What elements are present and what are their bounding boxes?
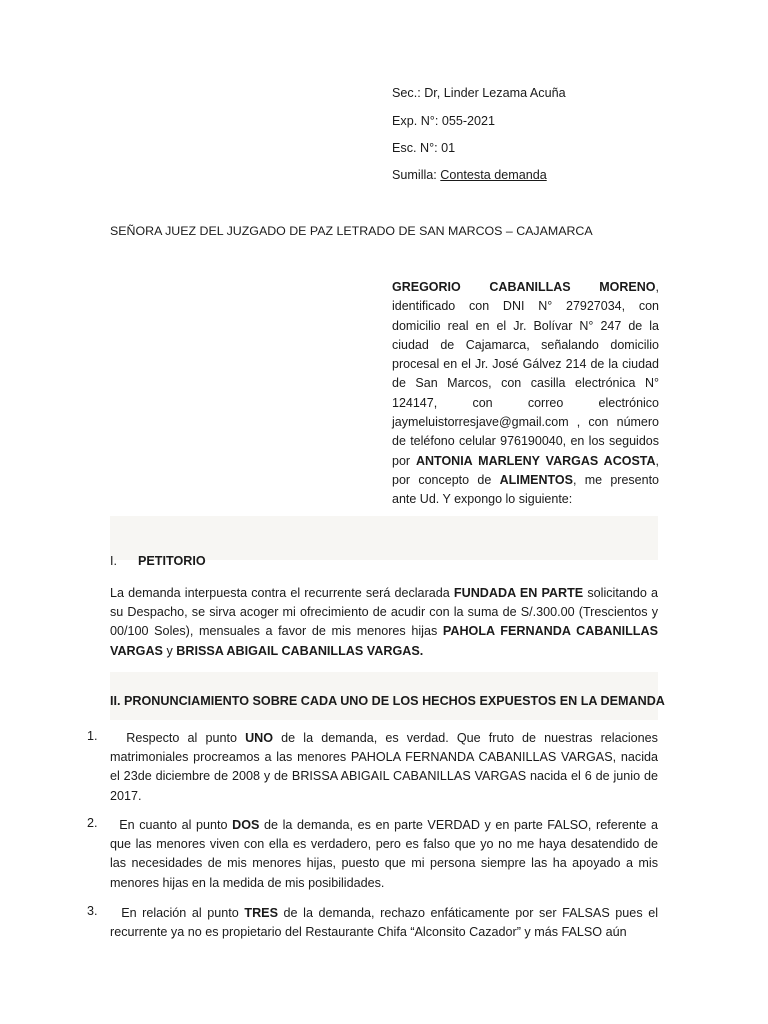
fact-text-b: de la demanda, es verdad. Que fruto de nuestras relaciones matrimoniales procreamos a las menores PAHOLA FERNANDA CABANILLAS VARGAS, nacida el 23de diciembre de 2008 y de BRISSA ABIGAIL CABANILLAS VARGAS nacida el 6 de junio de 2017. [110,731,658,803]
party-text-3: , me presento ante Ud. Y expongo lo siguiente: [392,472,660,507]
claim-concept: ALIMENTOS [499,472,573,487]
petitorio-text-1: La demanda interpuesta contra el recurrente será declarada [110,586,454,600]
item-number: 1. [87,729,98,743]
fact-text-a: En relación al punto [121,906,245,920]
secretary-line: Sec.: Dr, Linder Lezama Acuña [392,86,566,100]
fact-keyword: TRES [244,906,278,920]
fact-text-a: Respecto al punto [126,731,246,745]
fact-text-b: de la demanda, es en parte VERDAD y en parte FALSO, referente a que las menores viven con ella es verdadero, pero es falso que yo no me haya desatendido de las necesidades de mis menores hijas, puesto que mi persona siempre las ha apoyado a mis menores hijas en la medida de mis posibilidades. [110,818,659,890]
petitorio-ruling: FUNDADA EN PARTE [453,586,584,600]
section-title: PRONUNCIAMIENTO SOBRE CADA UNO DE LOS HECHOS EXPUESTOS EN LA DEMANDA [124,694,665,708]
fact-item [110,816,658,893]
writ-number-line: Esc. N°: 01 [392,141,456,155]
sumilla-line [392,168,547,182]
petitorio-text-2: solicitando a su Despacho, se sirva acoger mi ofrecimiento de acudir con la suma de S/.300.00 (Trescientos y 00/100 Soles), mensuales a favor de mis menores hijas [110,586,658,639]
section-number: I. [110,554,117,568]
fact-keyword: UNO [245,731,274,745]
defendant-name: GREGORIO CABANILLAS MORENO [392,280,656,294]
addressee: SEÑORA JUEZ DEL JUZGADO DE PAZ LETRADO DE SAN MARCOS – CAJAMARCA [110,224,593,238]
fact-item [110,904,658,942]
party-introduction [392,278,659,510]
sumilla-label: Sumilla: [392,168,441,182]
expedient-line: Exp. N°: 055-2021 [392,114,496,128]
section-heading-facts [110,694,665,708]
section-heading-petitorio [110,554,206,568]
sumilla-value: Contesta demanda [440,168,547,182]
section-number: II. [110,694,121,708]
child-name-2: BRISSA ABIGAIL CABANILLAS VARGAS. [176,643,424,658]
item-number: 3. [87,904,98,918]
section-title: PETITORIO [138,554,206,568]
fact-item [110,729,658,806]
petitorio-text-3: y [162,643,177,658]
party-text-1: , identificado con DNI N° 27927034, con domicilio real en el Jr. Bolívar N° 247 de la ciudad de Cajamarca, señalando domicilio procesal en el Jr. José Gálvez 214 de la ciudad de San Marcos, con casilla electrónica N° 124147, con correo electrónico jaymeluistorresjave@gmail.com , con número de teléfono celular 976190040, en los seguidos por [392,280,659,468]
party-text-2: , por concepto de [392,453,660,487]
fact-text-b: de la demanda, rechazo enfáticamente por ser FALSAS pues el recurrente ya no es propietario del Restaurante Chifa “Alconsito Cazador” y más FALSO aún [110,906,659,940]
fact-text-a: En cuanto al punto [119,818,233,832]
child-name-1: PAHOLA FERNANDA CABANILLAS VARGAS [110,624,658,658]
fact-keyword: DOS [232,818,260,832]
plaintiff-name: ANTONIA MARLENY VARGAS ACOSTA [416,453,656,468]
item-number: 2. [87,816,98,830]
petitorio-paragraph [110,584,658,661]
